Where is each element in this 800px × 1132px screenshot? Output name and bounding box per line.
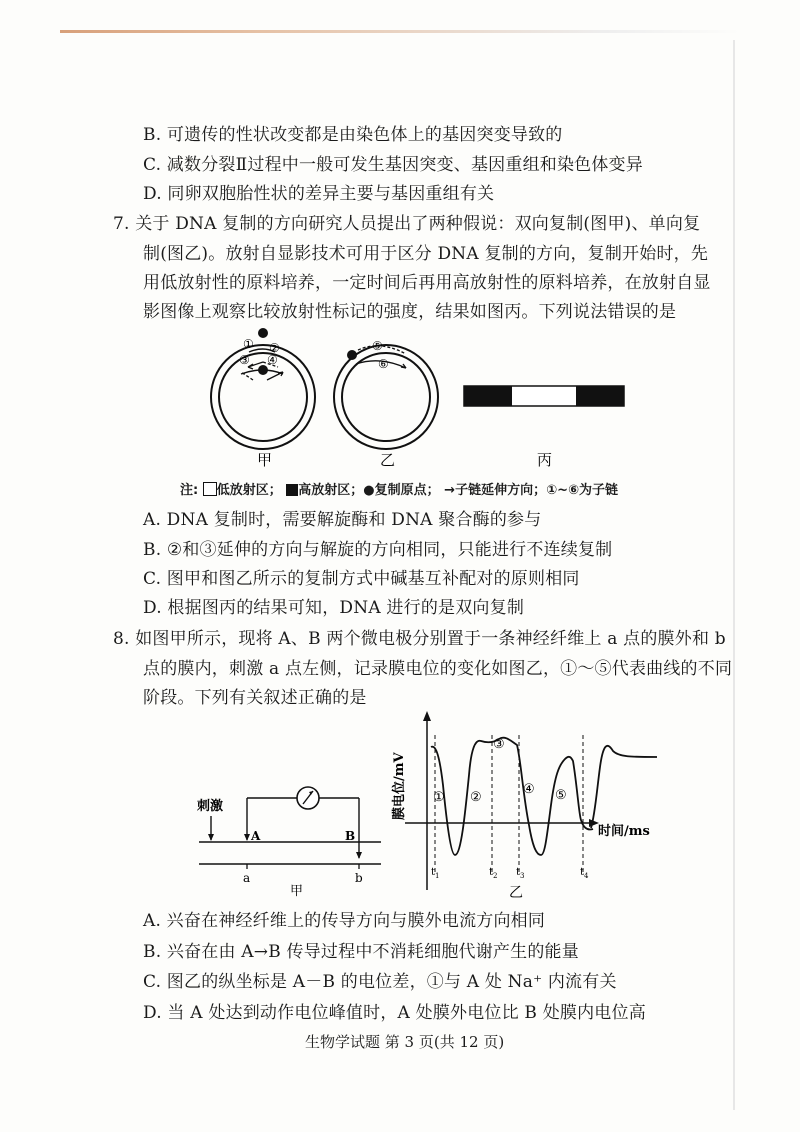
q8-yi-ylabel: 膜电位/mV <box>392 752 407 820</box>
scan-edge-top <box>60 30 740 33</box>
q7-jia-strand-3: ③ <box>239 353 250 367</box>
q8-yi-xlabel: 时间/ms <box>598 824 650 839</box>
q7-figure-yi <box>328 322 448 472</box>
q7-jia-caption: 甲 <box>257 451 273 469</box>
q8-stem-line-1: 8. 如图甲所示，现将 A、B 两个微电极分别置于一条神经纤维上 a 点的膜外和 b <box>113 629 726 649</box>
q8-yi-potential-curve <box>431 738 593 855</box>
q7-stem-line-2: 制(图乙)。放射自显影技术可用于区分 DNA 复制的方向，复制开始时，先 <box>143 244 709 264</box>
q6-option-b: B. 可遗传的性状改变都是由染色体上的基因突变导致的 <box>143 125 563 145</box>
q7-option-c: C. 图甲和图乙所示的复制方式中碱基互补配对的原则相同 <box>143 569 580 589</box>
q8-yi-stage-2: ② <box>470 790 482 805</box>
q8-jia-point-a: a <box>243 871 251 885</box>
q7-note-low: 低放射区； <box>216 483 282 498</box>
page-footer: 生物学试题 第 3 页(共 12 页) <box>305 1033 505 1051</box>
q8-yi-stage-4: ④ <box>523 782 535 797</box>
q7-yi-strand-5: ⑤ <box>372 339 383 353</box>
q8-figure-yi <box>392 705 695 901</box>
q8-jia-point-b: b <box>355 871 363 885</box>
low-radiation-icon <box>203 482 217 496</box>
q8-jia-caption: 甲 <box>290 884 304 899</box>
high-radiation-icon <box>286 484 298 496</box>
q7-stem-line-3: 用低放射性的原料培养，一定时间后再用高放射性的原料培养，在放射自显 <box>143 273 711 293</box>
q7-figure-note <box>180 479 618 498</box>
q8-yi-t1: $t_1$ <box>431 867 440 880</box>
q8-yi-t3: $t_3$ <box>516 867 525 880</box>
q7-jia-strand-2: ② <box>269 341 280 355</box>
q7-bing-caption: 丙 <box>537 451 553 469</box>
q6-option-c: C. 减数分裂Ⅱ过程中一般可发生基因突变、基因重组和染色体变异 <box>143 155 643 175</box>
q8-option-d: D. 当 A 处达到动作电位峰值时，A 处膜外电位比 B 处膜内电位高 <box>143 1003 646 1023</box>
q7-jia-origin-top <box>258 328 268 338</box>
q7-stem-line-4: 影图像上观察比较放射性标记的强度，结果如图丙。下列说法错误的是 <box>143 302 677 322</box>
q7-bing-high-left <box>464 386 512 406</box>
q8-yi-caption: 乙 <box>509 885 523 901</box>
q6-option-d: D. 同卵双胞胎性状的差异主要与基因重组有关 <box>143 184 495 204</box>
q8-stem-line-2: 点的膜内，刺激 a 点左侧，记录膜电位的变化如图乙，①～⑤代表曲线的不同 <box>143 659 733 679</box>
scan-edge-right <box>733 40 735 1110</box>
q8-yi-t4: $t_4$ <box>580 867 589 880</box>
q7-note-high: 高放射区； <box>298 483 364 498</box>
q8-figure-jia <box>195 778 395 898</box>
q8-yi-stage-5: ⑤ <box>555 788 567 803</box>
q8-jia-stimulus-label: 刺激 <box>197 799 224 814</box>
q7-option-b: B. ②和③延伸的方向与解旋的方向相同，只能进行不连续复制 <box>143 540 613 560</box>
q8-option-b: B. 兴奋在由 A→B 传导过程中不消耗细胞代谢产生的能量 <box>143 942 579 962</box>
q7-option-a: A. DNA 复制时，需要解旋酶和 DNA 聚合酶的参与 <box>143 510 542 530</box>
q7-bing-high-right <box>576 386 624 406</box>
q7-yi-caption: 乙 <box>380 451 396 469</box>
q7-yi-origin <box>347 350 357 360</box>
q7-note-origin: ●复制原点； <box>363 483 440 498</box>
q7-note-prefix: 注: <box>180 483 199 498</box>
q8-yi-stage-3: ③ <box>493 737 505 752</box>
q7-jia-strand-4: ④ <box>267 353 278 367</box>
q8-stem-line-3: 阶段。下列有关叙述正确的是 <box>143 688 367 708</box>
q7-figure-jia <box>205 322 325 472</box>
q8-option-c: C. 图乙的纵坐标是 A－B 的电位差，①与 A 处 Na⁺ 内流有关 <box>143 972 617 992</box>
q8-yi-stage-1: ① <box>433 790 445 805</box>
q7-option-d: D. 根据图丙的结果可知，DNA 进行的是双向复制 <box>143 598 525 618</box>
q8-jia-electrode-a: A <box>251 829 261 843</box>
q8-jia-electrode-b: B <box>345 829 356 843</box>
q7-stem-line-1: 7. 关于 DNA 复制的方向研究人员提出了两种假说：双向复制(图甲)、单向复 <box>113 214 701 234</box>
q7-note-direction: →子链延伸方向； <box>444 483 547 498</box>
q7-jia-strand-1: ① <box>243 337 254 351</box>
q7-note-strands: ①~⑥为子链 <box>546 483 618 498</box>
q7-figure-bing <box>460 380 630 472</box>
q7-yi-strand-6: ⑥ <box>378 357 389 371</box>
q8-yi-t2: $t_2$ <box>489 867 498 880</box>
q8-option-a: A. 兴奋在神经纤维上的传导方向与膜外电流方向相同 <box>143 911 546 931</box>
